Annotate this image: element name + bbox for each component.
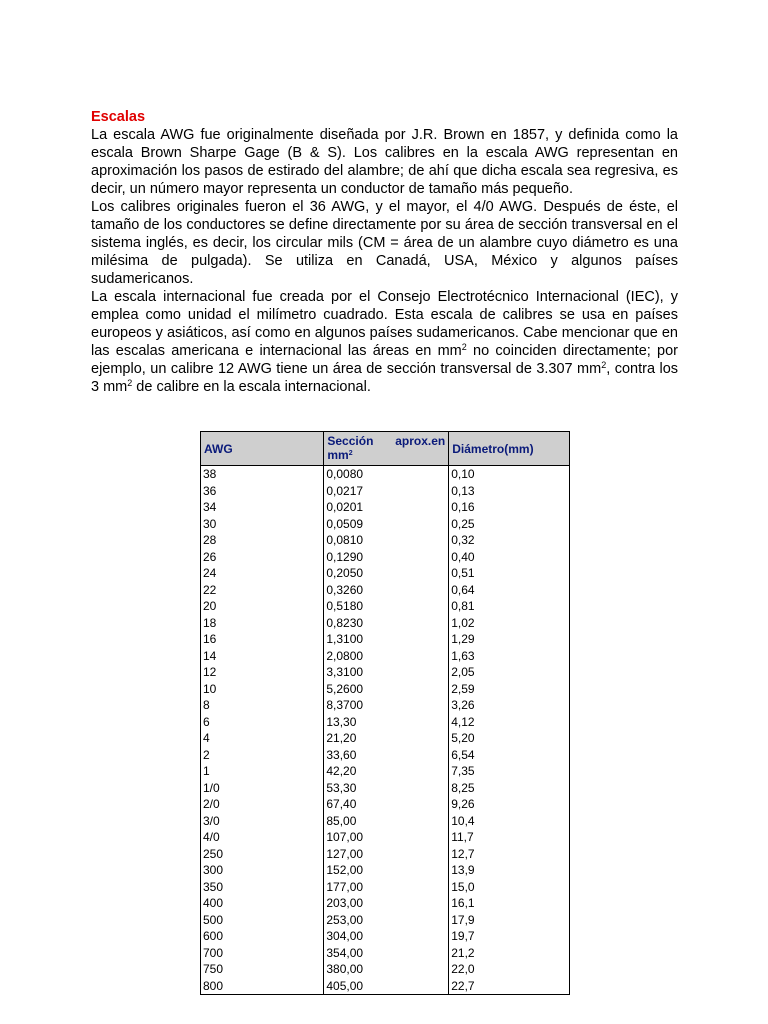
cell-diametro: 19,7 xyxy=(449,928,570,945)
cell-seccion: 42,20 xyxy=(324,763,449,780)
cell-awg: 6 xyxy=(201,714,324,731)
header-aprox-word: aprox.en xyxy=(395,434,446,448)
table-body xyxy=(201,466,570,995)
table-row xyxy=(201,532,570,549)
cell-seccion: 0,5180 xyxy=(324,598,449,615)
header-seccion-line xyxy=(327,434,445,448)
cell-awg: 4/0 xyxy=(201,829,324,846)
table-row xyxy=(201,648,570,665)
cell-diametro: 4,12 xyxy=(449,714,570,731)
cell-seccion: 354,00 xyxy=(324,945,449,962)
cell-diametro: 13,9 xyxy=(449,862,570,879)
superscript: 2 xyxy=(461,342,467,352)
table-row xyxy=(201,516,570,533)
table-row xyxy=(201,796,570,813)
cell-seccion: 21,20 xyxy=(324,730,449,747)
cell-awg: 36 xyxy=(201,483,324,500)
table-row xyxy=(201,565,570,582)
table-row xyxy=(201,928,570,945)
table-row xyxy=(201,664,570,681)
cell-diametro: 10,4 xyxy=(449,813,570,830)
table-row xyxy=(201,730,570,747)
paragraph-text: , contra los 3 mm xyxy=(91,361,679,395)
cell-diametro: 0,81 xyxy=(449,598,570,615)
cell-diametro: 15,0 xyxy=(449,879,570,896)
cell-awg: 400 xyxy=(201,895,324,912)
cell-diametro: 1,29 xyxy=(449,631,570,648)
cell-awg: 28 xyxy=(201,532,324,549)
cell-awg: 20 xyxy=(201,598,324,615)
cell-diametro: 11,7 xyxy=(449,829,570,846)
table-row xyxy=(201,499,570,516)
cell-awg: 30 xyxy=(201,516,324,533)
cell-seccion: 127,00 xyxy=(324,846,449,863)
table-row xyxy=(201,483,570,500)
cell-seccion: 5,2600 xyxy=(324,681,449,698)
cell-awg: 300 xyxy=(201,862,324,879)
cell-diametro: 0,40 xyxy=(449,549,570,566)
header-unit-line xyxy=(327,448,445,462)
cell-seccion: 85,00 xyxy=(324,813,449,830)
table-row xyxy=(201,582,570,599)
cell-seccion: 380,00 xyxy=(324,961,449,978)
section-heading: Escalas xyxy=(91,109,146,125)
header-seccion xyxy=(324,432,449,466)
cell-seccion: 0,1290 xyxy=(324,549,449,566)
table-row xyxy=(201,862,570,879)
cell-diametro: 0,10 xyxy=(449,466,570,483)
cell-seccion: 53,30 xyxy=(324,780,449,797)
cell-seccion: 0,0201 xyxy=(324,499,449,516)
cell-awg: 750 xyxy=(201,961,324,978)
cell-seccion: 0,0509 xyxy=(324,516,449,533)
table-row xyxy=(201,747,570,764)
cell-awg: 500 xyxy=(201,912,324,929)
superscript: 2 xyxy=(601,360,607,370)
table-row xyxy=(201,912,570,929)
cell-seccion: 304,00 xyxy=(324,928,449,945)
paragraph-text: de calibre en la escala internacional. xyxy=(132,379,371,395)
cell-diametro: 0,25 xyxy=(449,516,570,533)
cell-awg: 34 xyxy=(201,499,324,516)
cell-seccion: 0,2050 xyxy=(324,565,449,582)
header-diametro: Diámetro(mm) xyxy=(449,432,570,466)
cell-awg: 24 xyxy=(201,565,324,582)
cell-diametro: 0,32 xyxy=(449,532,570,549)
table-row xyxy=(201,631,570,648)
cell-seccion: 253,00 xyxy=(324,912,449,929)
cell-awg: 2/0 xyxy=(201,796,324,813)
cell-awg: 2 xyxy=(201,747,324,764)
cell-seccion: 2,0800 xyxy=(324,648,449,665)
cell-diametro: 0,64 xyxy=(449,582,570,599)
cell-seccion: 1,3100 xyxy=(324,631,449,648)
cell-seccion: 405,00 xyxy=(324,978,449,995)
paragraph-text: no coinciden directamente; por ejemplo, un calibre 12 AWG tiene un área de sección transversal de 3.307 mm xyxy=(91,343,678,377)
cell-seccion: 0,0217 xyxy=(324,483,449,500)
cell-diametro: 0,51 xyxy=(449,565,570,582)
cell-awg: 3/0 xyxy=(201,813,324,830)
cell-diametro: 0,16 xyxy=(449,499,570,516)
cell-diametro: 8,25 xyxy=(449,780,570,797)
table-row xyxy=(201,813,570,830)
cell-seccion: 67,40 xyxy=(324,796,449,813)
cell-seccion: 107,00 xyxy=(324,829,449,846)
header-seccion-word: Sección xyxy=(327,434,374,448)
cell-awg: 350 xyxy=(201,879,324,896)
table-row xyxy=(201,615,570,632)
cell-awg: 600 xyxy=(201,928,324,945)
cell-seccion: 3,3100 xyxy=(324,664,449,681)
table-row xyxy=(201,681,570,698)
cell-diametro: 1,63 xyxy=(449,648,570,665)
cell-seccion: 152,00 xyxy=(324,862,449,879)
cell-awg: 12 xyxy=(201,664,324,681)
cell-seccion: 0,0810 xyxy=(324,532,449,549)
awg-gauge-table xyxy=(200,431,570,995)
paragraph-iec-scale xyxy=(91,288,678,396)
cell-diametro: 21,2 xyxy=(449,945,570,962)
table-row xyxy=(201,714,570,731)
header-unit: mm xyxy=(327,448,349,462)
document-body xyxy=(91,108,678,396)
cell-seccion: 8,3700 xyxy=(324,697,449,714)
table-row xyxy=(201,598,570,615)
cell-awg: 26 xyxy=(201,549,324,566)
cell-awg: 700 xyxy=(201,945,324,962)
cell-diametro: 16,1 xyxy=(449,895,570,912)
cell-awg: 8 xyxy=(201,697,324,714)
table-row xyxy=(201,466,570,483)
paragraph-text: La escala internacional fue creada por el Consejo Electrotécnico Internacional (IEC), y emplea como unidad el milímetro cuadrado. Esta escala de calibres se usa en países europeos y asiáticos, así como en algunos países sudamericanos. Cabe mencionar que en las escalas americana e internacional las áreas en mm xyxy=(91,289,678,359)
cell-diametro: 12,7 xyxy=(449,846,570,863)
cell-diametro: 17,9 xyxy=(449,912,570,929)
cell-awg: 14 xyxy=(201,648,324,665)
table-row xyxy=(201,879,570,896)
table-row xyxy=(201,895,570,912)
header-unit-sup: 2 xyxy=(348,450,353,457)
cell-seccion: 13,30 xyxy=(324,714,449,731)
cell-diametro: 3,26 xyxy=(449,697,570,714)
cell-seccion: 0,3260 xyxy=(324,582,449,599)
cell-diametro: 22,0 xyxy=(449,961,570,978)
cell-awg: 38 xyxy=(201,466,324,483)
cell-awg: 18 xyxy=(201,615,324,632)
cell-awg: 1/0 xyxy=(201,780,324,797)
table-row xyxy=(201,763,570,780)
cell-awg: 22 xyxy=(201,582,324,599)
cell-awg: 10 xyxy=(201,681,324,698)
cell-diametro: 9,26 xyxy=(449,796,570,813)
table-row xyxy=(201,961,570,978)
cell-seccion: 177,00 xyxy=(324,879,449,896)
table-row xyxy=(201,945,570,962)
cell-diametro: 6,54 xyxy=(449,747,570,764)
cell-diametro: 2,59 xyxy=(449,681,570,698)
cell-diametro: 2,05 xyxy=(449,664,570,681)
table-row xyxy=(201,697,570,714)
superscript: 2 xyxy=(127,378,133,388)
cell-diametro: 7,35 xyxy=(449,763,570,780)
table-row xyxy=(201,780,570,797)
cell-diametro: 1,02 xyxy=(449,615,570,632)
header-awg: AWG xyxy=(201,432,324,466)
table-row xyxy=(201,846,570,863)
table-row xyxy=(201,978,570,995)
cell-seccion: 203,00 xyxy=(324,895,449,912)
cell-awg: 800 xyxy=(201,978,324,995)
paragraph-original-gauges: Los calibres originales fueron el 36 AWG, y el mayor, el 4/0 AWG. Después de éste, el tamaño de los conductores se define directamente por su área de sección transversal en el sistema inglés, es decir, los circular mils (CM = área de un alambre cuyo diámetro es una milésima de pulgada). Se utiliza en Canadá, USA, México y algunos países sudamericanos. xyxy=(91,199,678,287)
table-row xyxy=(201,549,570,566)
cell-seccion: 0,8230 xyxy=(324,615,449,632)
cell-seccion: 0,0080 xyxy=(324,466,449,483)
cell-awg: 1 xyxy=(201,763,324,780)
cell-awg: 250 xyxy=(201,846,324,863)
table-header-row xyxy=(201,432,570,466)
paragraph-awg-origin: La escala AWG fue originalmente diseñada por J.R. Brown en 1857, y definida como la escala Brown Sharpe Gage (B & S). Los calibres en la escala AWG representan en aproximación los pasos de estirado del alambre; de ahí que dicha escala sea regresiva, es decir, un número mayor representa un conductor de tamaño más pequeño. xyxy=(91,127,678,197)
cell-diametro: 0,13 xyxy=(449,483,570,500)
cell-seccion: 33,60 xyxy=(324,747,449,764)
cell-diametro: 5,20 xyxy=(449,730,570,747)
cell-awg: 4 xyxy=(201,730,324,747)
cell-awg: 16 xyxy=(201,631,324,648)
table-row xyxy=(201,829,570,846)
cell-diametro: 22,7 xyxy=(449,978,570,995)
